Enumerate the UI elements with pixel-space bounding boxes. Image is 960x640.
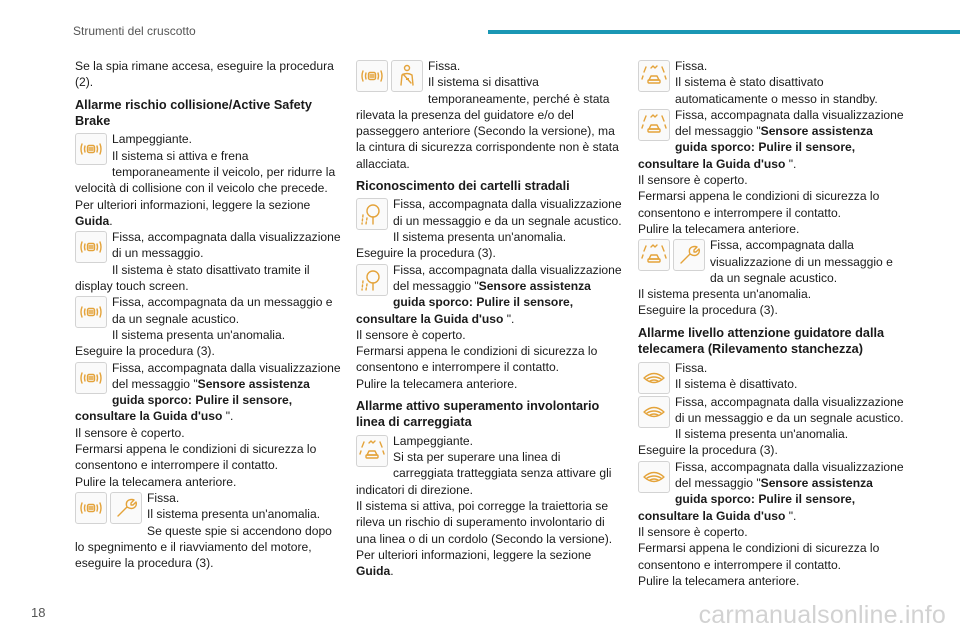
entry-status: Fissa. — [675, 360, 708, 375]
traffic-sign-recognition-icon — [356, 264, 388, 296]
punct: ". — [222, 409, 234, 424]
entry-status: Lampeggiante. — [112, 132, 193, 147]
entry-ref-bold: Guida — [75, 213, 110, 228]
entry-status: Fissa. — [147, 490, 180, 505]
column-1 — [75, 58, 341, 571]
collision-warning-icon — [75, 362, 107, 394]
entry-desc: carreggiata tratteggiata senza attivare gli indicatori di direzione. — [356, 466, 612, 497]
warning-entry — [356, 196, 622, 261]
lane-departure-icon — [638, 60, 670, 92]
entry-ref-bold: Guida — [356, 564, 391, 579]
entry-status: Fissa, accompagnata dalla visualizzazione del messaggio " — [675, 107, 904, 139]
entry-desc: Il sensore è coperto. — [75, 425, 185, 440]
entry-desc: Il sensore è coperto. — [356, 327, 466, 342]
entry-desc: Pulire la telecamera anteriore. — [356, 376, 518, 391]
entry-desc: automaticamente o messo in standby. — [675, 91, 878, 106]
entry-status: Fissa, accompagnata dalla visualizzazione di un messaggio e da un segnale acustico. — [393, 197, 622, 228]
entry-status: Fissa, accompagnata dalla visualizzazione del messaggio " — [393, 262, 622, 293]
warning-entry — [356, 433, 622, 580]
lane-departure-icon — [638, 109, 670, 141]
warning-entry — [75, 490, 341, 571]
entry-status: Il sistema è stato disattivato — [675, 75, 824, 90]
warning-entry — [638, 360, 904, 394]
entry-desc: Fermarsi appena le condizioni di sicurezza lo consentono e interrompere il contatto. — [75, 442, 317, 473]
warning-entry — [356, 58, 622, 172]
warning-entry — [356, 262, 622, 392]
entry-status: Fissa, accompagnata dalla visualizzazione del messaggio " — [112, 360, 341, 391]
entry-status: Fissa, accompagnata dalla visualizzazione di un messaggio e da un segnale acustico. — [675, 394, 904, 425]
punct: . — [390, 564, 394, 579]
warning-entry — [638, 237, 904, 318]
section-title: Allarme rischio collisione/Active Safety Brake — [75, 97, 312, 128]
seatbelt-icon — [391, 60, 423, 92]
punct: ". — [785, 156, 797, 171]
entry-desc: Fermarsi appena le condizioni di sicurezza lo consentono e interrompere il contatto. — [356, 344, 598, 375]
entry-desc: Pulire la telecamera anteriore. — [638, 573, 800, 588]
entry-desc: Il sistema presenta un'anomalia. — [675, 427, 849, 442]
entry-procedure: Eseguire la procedura (3). — [638, 443, 778, 458]
entry-desc: Il sistema presenta un'anomalia. — [112, 327, 286, 342]
page-number: 18 — [31, 605, 46, 620]
entry-status: Fissa. — [428, 59, 461, 73]
entry-message: Sensore assistenza guida sporco: Pulire il sensore, consultare la Guida d'uso — [356, 278, 591, 326]
entry-status: Fissa. — [675, 59, 708, 73]
header-accent-bar — [488, 30, 960, 34]
traffic-sign-recognition-icon — [356, 198, 388, 230]
driver-attention-icon — [638, 461, 670, 493]
entry-desc: Il sistema presenta un'anomalia. — [393, 230, 567, 245]
lane-departure-icon — [356, 435, 388, 467]
collision-warning-icon — [75, 231, 107, 263]
warning-entry — [75, 229, 341, 294]
punct: . — [109, 213, 113, 228]
entry-desc: Pulire la telecamera anteriore. — [75, 474, 237, 489]
warning-entry — [75, 131, 341, 229]
entry-desc: Fermarsi appena le condizioni di sicurezza lo consentono e interrompere il contatto. — [638, 189, 880, 220]
entry-desc: Si sta per superare una linea di — [393, 450, 561, 465]
collision-warning-icon — [75, 492, 107, 524]
entry-desc: Pulire la telecamera anteriore. — [638, 221, 800, 236]
entry-status: Fissa, accompagnata dalla visualizzazione di un messaggio e da un segnale acustico. — [710, 238, 893, 285]
entry-procedure: Eseguire la procedura (3). — [356, 246, 496, 261]
entry-status: Il sistema presenta un'anomalia. — [147, 507, 321, 522]
entry-ref: Per ulteriori informazioni, leggere la sezione — [75, 197, 311, 212]
column-3 — [638, 58, 904, 589]
entry-status: Fissa, accompagnata dalla visualizzazione di un messaggio. — [112, 230, 341, 261]
driver-attention-icon — [638, 362, 670, 394]
warning-entry — [75, 360, 341, 490]
collision-warning-icon — [356, 60, 388, 92]
entry-ref: Per ulteriori informazioni, leggere la sezione — [356, 547, 592, 562]
entry-desc: Il sistema è disattivato. — [675, 376, 798, 391]
collision-warning-icon — [75, 133, 107, 165]
section-title: Allarme attivo superamento involontario linea di carreggiata — [356, 399, 600, 430]
entry-status: Il sistema si disattiva — [428, 75, 539, 90]
entry-desc: Se queste spie si accendono dopo lo spegnimento e il riavviamento del motore, eseguire la procedura (3). — [75, 523, 332, 571]
running-header: Strumenti del cruscotto — [73, 24, 196, 38]
punct: ". — [785, 508, 797, 523]
warning-entry — [638, 394, 904, 459]
entry-desc: Il sensore è coperto. — [638, 173, 748, 188]
section-title: Allarme livello attenzione guidatore dalla telecamera (Rilevamento stanchezza) — [638, 325, 885, 357]
entry-desc: Il sistema è stato disattivato tramite il display touch screen. — [75, 262, 310, 294]
driver-attention-icon — [638, 396, 670, 428]
punct: ". — [503, 311, 515, 326]
entry-message: Sensore assistenza guida sporco: Pulire il sensore, consultare la Guida d'uso — [638, 476, 873, 523]
wrench-icon — [673, 239, 705, 271]
entry-procedure: Eseguire la procedura (3). — [638, 303, 778, 318]
collision-warning-icon — [75, 296, 107, 328]
entry-desc: Fermarsi appena le condizioni di sicurezza lo consentono e interrompere il contatto. — [638, 541, 880, 572]
warning-entry — [638, 459, 904, 589]
warning-entry — [75, 294, 341, 359]
warning-entry — [638, 58, 904, 107]
watermark: carmanualsonline.info — [698, 601, 946, 629]
entry-desc: Il sensore è coperto. — [638, 524, 748, 539]
entry-message: Sensore assistenza guida sporco: Pulire il sensore, consultare la Guida d'uso — [638, 124, 873, 171]
column-2 — [356, 58, 622, 580]
entry-procedure: Eseguire la procedura (3). — [75, 344, 215, 359]
wrench-icon — [110, 492, 142, 524]
entry-desc: temporaneamente, perché è stata rilevata la presenza del guidatore e/o del passeggero anteriore (Secondo la versione), ma la cintura di sicurezza corrispondente non è stata allacciata. — [356, 91, 619, 171]
lane-departure-icon — [638, 239, 670, 271]
intro-text: Se la spia rimane accesa, eseguire la procedura (2). — [75, 59, 334, 90]
entry-message: Sensore assistenza guida sporco: Pulire il sensore, consultare la Guida d'uso — [75, 376, 310, 424]
section-title: Riconoscimento dei cartelli stradali — [356, 179, 570, 194]
entry-desc: Il sistema si attiva, poi corregge la traiettoria se rileva un rischio di superamento involontario di una linea o di un cordolo (Secondo la versione). — [356, 499, 613, 546]
entry-desc: Il sistema si attiva e frena temporaneamente il veicolo, per ridurre la velocità di collisione con il veicolo che precede. — [75, 148, 336, 196]
entry-desc: Il sistema presenta un'anomalia. — [638, 287, 812, 302]
entry-status: Fissa, accompagnata dalla visualizzazione del messaggio " — [675, 459, 904, 491]
warning-entry — [638, 107, 904, 237]
entry-status: Fissa, accompagnata da un messaggio e da un segnale acustico. — [112, 295, 333, 326]
entry-status: Lampeggiante. — [393, 433, 474, 448]
